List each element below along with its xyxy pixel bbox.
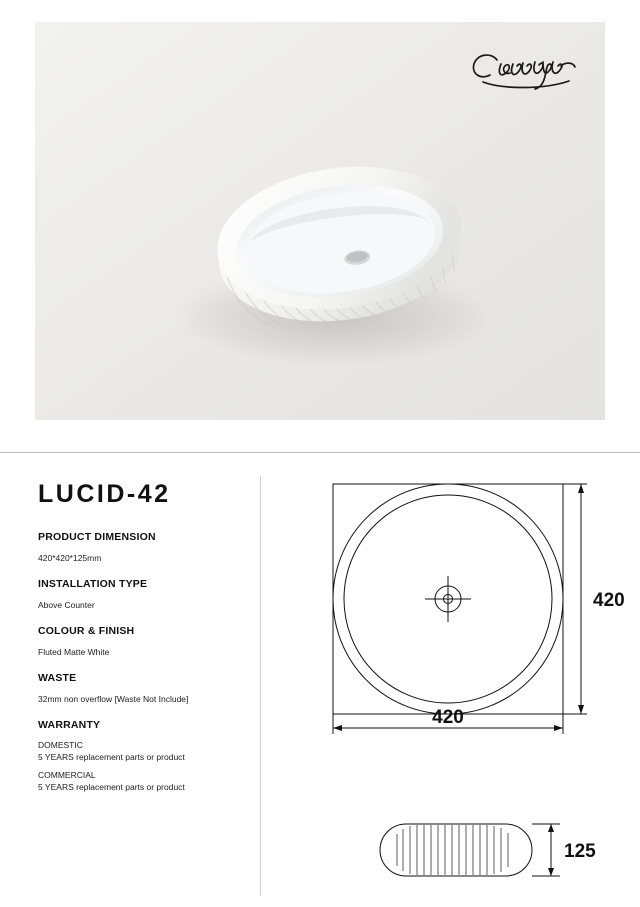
spec-installation-type (38, 578, 250, 611)
spec-value: 32mm non overflow [Waste Not Include] (38, 694, 189, 704)
warranty-terms: 5 YEARS replacement parts or product (38, 781, 185, 792)
side-height-dimension (532, 824, 560, 876)
side-height-label: 125 (564, 841, 596, 862)
spec-value: Above Counter (38, 600, 95, 610)
section-divider-horizontal (0, 452, 640, 453)
product-model-title: LUCID-42 (38, 480, 171, 508)
plan-view-drawing (333, 484, 563, 714)
warranty-domestic (38, 740, 250, 763)
plan-height-label: 420 (593, 590, 625, 611)
basin-illustration (205, 142, 475, 352)
spec-heading: WARRANTY (38, 719, 101, 731)
plan-width-label: 420 (432, 707, 464, 728)
spec-waste (38, 672, 250, 705)
spec-heading: INSTALLATION TYPE (38, 578, 148, 590)
plan-height-dimension (563, 484, 587, 714)
spec-heading: WASTE (38, 672, 77, 684)
brand-logo (457, 42, 587, 100)
spec-product-dimension (38, 531, 250, 564)
warranty-type: DOMESTIC (38, 740, 83, 750)
warranty-type: COMMERCIAL (38, 770, 96, 780)
technical-drawings (275, 476, 630, 896)
product-photo (35, 22, 605, 420)
spec-warranty (38, 719, 250, 793)
side-view-drawing (380, 824, 532, 876)
spec-value: 420*420*125mm (38, 553, 102, 563)
warranty-terms: 5 YEARS replacement parts or product (38, 751, 185, 762)
specification-panel (38, 480, 250, 807)
spec-colour-finish (38, 625, 250, 658)
spec-heading: COLOUR & FINISH (38, 625, 135, 637)
spec-heading: PRODUCT DIMENSION (38, 531, 156, 543)
warranty-commercial (38, 770, 250, 793)
spec-value: Fluted Matte White (38, 647, 110, 657)
section-divider-vertical (260, 476, 261, 896)
